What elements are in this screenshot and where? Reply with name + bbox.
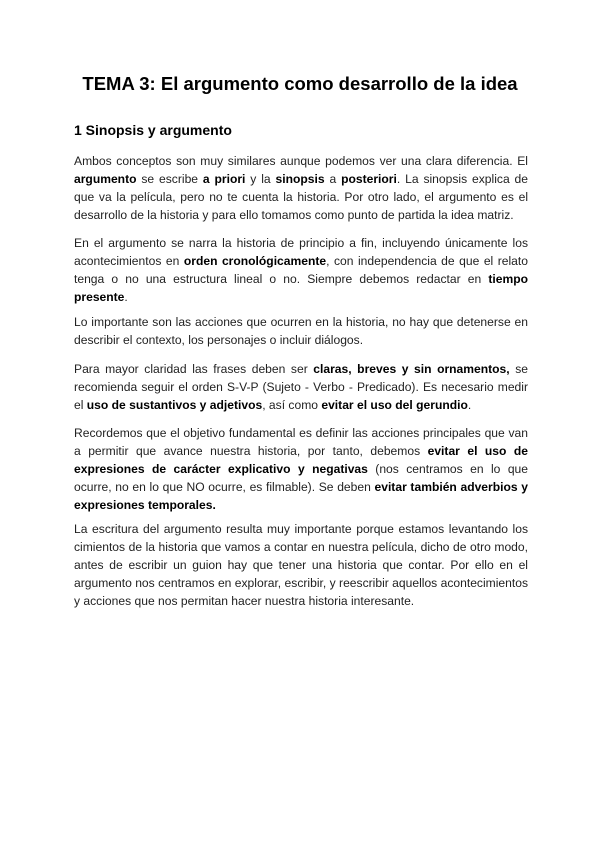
bold-term: evitar el uso de expresiones de carácter explicativo y negativas	[74, 444, 528, 476]
bold-term: claras, breves y sin ornamentos,	[313, 362, 510, 376]
text-run: .	[124, 290, 128, 304]
paragraph-3	[74, 313, 528, 349]
text-run: Ambos conceptos son muy similares aunque podemos ver una clara diferencia. El	[74, 154, 528, 168]
text-run: a	[324, 172, 342, 186]
bold-term: a priori	[202, 172, 246, 186]
bold-term: argumento	[74, 172, 137, 186]
text-run: .	[467, 398, 472, 412]
page-title: TEMA 3: El argumento como desarrollo de la idea	[82, 73, 518, 94]
bold-term: uso de sustantivos y adjetivos	[86, 398, 263, 412]
bold-term: posteriori	[341, 172, 397, 186]
bold-term: orden cronológicamente	[183, 254, 327, 268]
text-run: , así como	[262, 398, 322, 412]
text-run: y la	[245, 172, 276, 186]
text-run: se recomienda seguir el orden S-V-P (Sujeto - Verbo - Predicado). Es necesario medir el	[74, 362, 528, 412]
text-run: (nos centramos en lo que ocurre, no en lo que NO ocurre, es filmable). Se deben	[74, 462, 528, 494]
bold-term: tiempo presente	[74, 272, 528, 304]
text-run: , con independencia de que el relato tenga o no una estructura lineal o no. Siempre debemos redactar en	[74, 254, 528, 286]
paragraph-1	[74, 152, 528, 224]
paragraph-4	[74, 360, 528, 414]
bold-term: evitar también adverbios y expresiones temporales.	[74, 480, 528, 512]
bold-term: evitar el uso del gerundio	[321, 398, 468, 412]
section-heading: 1 Sinopsis y argumento	[74, 122, 232, 138]
bold-term: sinopsis	[275, 172, 325, 186]
text-run: se escribe	[136, 172, 203, 186]
paragraph-6	[74, 520, 528, 610]
text-run: Recordemos que el objetivo fundamental es definir las acciones principales que van a permitir que avance nuestra historia, por tanto, debemos	[74, 426, 528, 458]
text-run: La escritura del argumento resulta muy importante porque estamos levantando los cimientos de la historia que vamos a contar en nuestra película, dicho de otro modo, antes de escribir un guion hay que tener una historia que contar. Por ello en el argumento nos centramos en explorar, escribir, y reescribir aquellos acontecimientos y acciones que nos permitan hacer nuestra historia interesante.	[74, 522, 528, 608]
paragraph-2	[74, 234, 528, 306]
text-run: Lo importante son las acciones que ocurren en la historia, no hay que detenerse en describir el contexto, los personajes o incluir diálogos.	[74, 315, 528, 347]
paragraph-5	[74, 424, 528, 514]
text-run: . La sinopsis explica de que va la película, pero no te cuenta la historia. Por otro lado, el argumento es el desarrollo de la historia y para ello tomamos como punto de partida la idea matriz.	[74, 172, 528, 222]
text-run: Para mayor claridad las frases deben ser	[74, 362, 314, 376]
text-run: En el argumento se narra la historia de principio a fin, incluyendo únicamente los acontecimientos en	[74, 236, 528, 268]
